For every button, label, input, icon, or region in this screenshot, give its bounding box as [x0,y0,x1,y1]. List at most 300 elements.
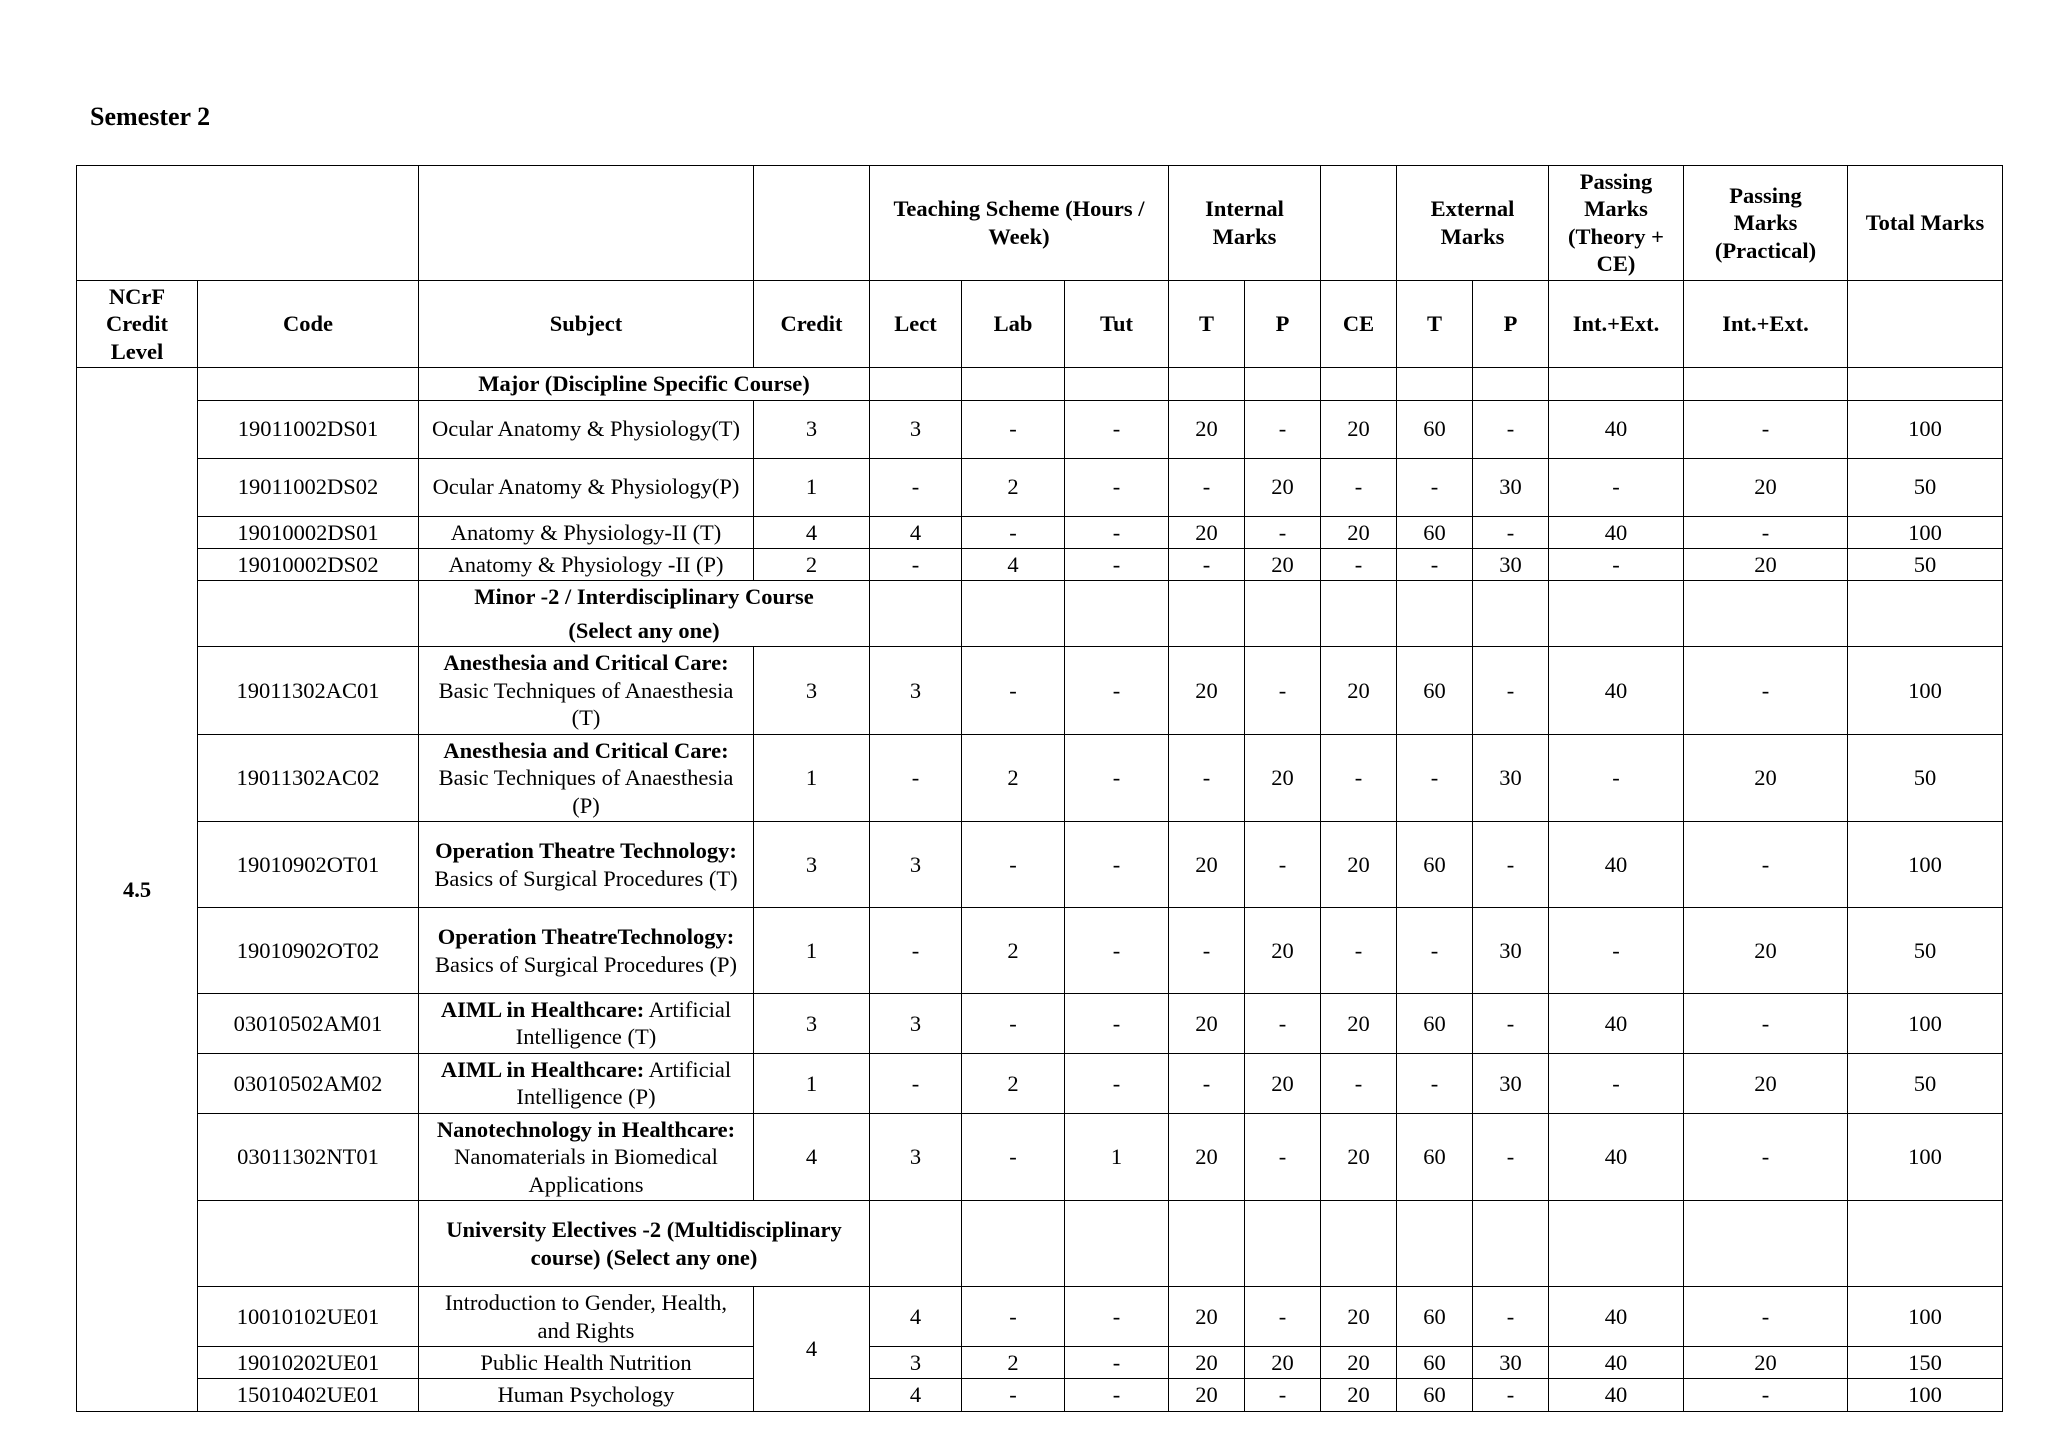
ncrf-level-cell: 4.5 [77,368,198,1412]
course-credit: 4 [754,516,870,548]
course-pass-theory: 40 [1549,1379,1684,1411]
header-empty-cell [419,166,754,281]
course-subject-category: AIML in Healthcare: [440,1056,645,1082]
course-total: 50 [1848,908,2003,994]
empty-cell [870,581,962,647]
header-ncrf-level: NCrF Credit Level [77,280,198,367]
course-int-t: 20 [1169,647,1245,734]
course-ext-t: 60 [1397,1379,1473,1411]
empty-cell [1473,368,1549,400]
course-subject [419,400,754,458]
course-ce: 20 [1321,400,1397,458]
course-int-p: 20 [1245,548,1321,580]
empty-cell [1473,581,1549,647]
course-lect: 3 [870,400,962,458]
empty-cell [962,368,1065,400]
course-subject-category: Operation Theatre Technology: [435,838,737,864]
course-total: 100 [1848,1287,2003,1347]
course-subject-category: Operation TheatreTechnology: [437,924,735,950]
empty-cell [1065,581,1169,647]
course-ce: 20 [1321,1113,1397,1200]
course-lab: - [962,822,1065,908]
course-pass-practical: - [1684,400,1848,458]
course-credit: 4 [754,1113,870,1200]
course-subject-title: Ocular Anatomy & Physiology(P) [432,474,740,500]
course-ext-t: 60 [1397,400,1473,458]
course-credit: 1 [754,734,870,821]
course-lect: 3 [870,647,962,734]
course-tut: - [1065,400,1169,458]
course-pass-theory: - [1549,908,1684,994]
scheme-table [76,165,2003,1412]
course-code: 19010002DS02 [198,548,419,580]
header-internal-t: T [1169,280,1245,367]
empty-cell [1684,368,1848,400]
header-group-row [77,166,2003,281]
course-pass-practical: - [1684,822,1848,908]
section-heading-line: Major (Discipline Specific Course) [478,371,810,397]
course-ext-p: 30 [1473,734,1549,821]
course-total: 100 [1848,822,2003,908]
course-subject [419,516,754,548]
course-int-p: - [1245,516,1321,548]
empty-cell [962,581,1065,647]
course-tut: - [1065,1346,1169,1378]
course-ext-t: - [1397,1053,1473,1113]
course-pass-practical: 20 [1684,458,1848,516]
header-passing-theory: Passing Marks (Theory + CE) [1549,166,1684,281]
course-subject [419,1346,754,1378]
course-row [77,400,2003,458]
course-ce: 20 [1321,994,1397,1054]
empty-cell [1245,1201,1321,1287]
course-pass-theory: - [1549,1053,1684,1113]
course-ext-t: 60 [1397,1113,1473,1200]
course-subject-category: Anesthesia and Critical Care: [443,737,729,763]
course-credit: 3 [754,994,870,1054]
course-pass-theory: 40 [1549,1287,1684,1347]
course-pass-theory: 40 [1549,1346,1684,1378]
course-subject-title: Basic Techniques of Anaesthesia (T) [438,677,734,731]
course-code: 19010902OT01 [198,822,419,908]
course-int-t: 20 [1169,1346,1245,1378]
header-empty-cell [1321,166,1397,281]
course-subject-title: Ocular Anatomy & Physiology(T) [431,416,741,442]
empty-cell [1549,581,1684,647]
course-ext-t: 60 [1397,516,1473,548]
course-pass-theory: 40 [1549,1113,1684,1200]
course-tut: - [1065,548,1169,580]
course-lect: 4 [870,1379,962,1411]
course-code: 19010002DS01 [198,516,419,548]
header-empty-cell [1848,280,2003,367]
course-ext-t: 60 [1397,1346,1473,1378]
course-lect: 4 [870,516,962,548]
course-lect: - [870,908,962,994]
empty-cell [1397,1201,1473,1287]
empty-cell [1397,368,1473,400]
course-total: 100 [1848,647,2003,734]
course-subject [419,1287,754,1347]
course-ext-p: - [1473,647,1549,734]
course-pass-theory: 40 [1549,400,1684,458]
course-subject-title: Introduction to Gender, Health, and Rights [444,1290,728,1343]
section-heading-line: Minor -2 / Interdisciplinary Course [474,584,814,610]
course-int-p: 20 [1245,1346,1321,1378]
course-subject-title: Basic Techniques of Anaesthesia (P) [438,765,734,818]
scheme-table-body [77,166,2003,1412]
course-row [77,1379,2003,1411]
empty-cell [1848,581,2003,647]
course-tut: - [1065,908,1169,994]
course-credit: 4 [754,1287,870,1412]
course-ce: 20 [1321,1287,1397,1347]
course-pass-practical: - [1684,1287,1848,1347]
course-ext-p: - [1473,400,1549,458]
course-pass-theory: 40 [1549,516,1684,548]
course-total: 100 [1848,400,2003,458]
section-heading [419,368,870,400]
header-subject: Subject [419,280,754,367]
course-subject [419,647,754,734]
course-subject-title: Public Health Nutrition [480,1349,692,1375]
course-ce: 20 [1321,822,1397,908]
course-lect: 3 [870,1346,962,1378]
header-code: Code [198,280,419,367]
course-pass-theory: 40 [1549,647,1684,734]
empty-cell [1549,368,1684,400]
course-pass-practical: - [1684,1379,1848,1411]
course-pass-practical: 20 [1684,1053,1848,1113]
course-subject [419,1379,754,1411]
course-ext-p: 30 [1473,908,1549,994]
course-tut: - [1065,994,1169,1054]
course-pass-theory: - [1549,734,1684,821]
course-ext-p: - [1473,1113,1549,1200]
course-code: 10010102UE01 [198,1287,419,1347]
course-lect: - [870,1053,962,1113]
empty-cell [198,368,419,400]
course-tut: - [1065,1287,1169,1347]
section-row [77,1201,2003,1287]
empty-cell [1321,368,1397,400]
page-title: Semester 2 [90,102,211,131]
course-ext-t: - [1397,548,1473,580]
section-heading [419,1201,870,1287]
course-pass-practical: 20 [1684,734,1848,821]
empty-cell [870,368,962,400]
course-ce: 20 [1321,1379,1397,1411]
course-pass-theory: - [1549,548,1684,580]
course-lab: - [962,400,1065,458]
course-row [77,908,2003,994]
course-int-p: 20 [1245,908,1321,994]
section-heading-line: University Electives -2 (Multidisciplinary course) (Select any one) [446,1217,842,1270]
course-int-t: - [1169,908,1245,994]
course-ext-p: - [1473,516,1549,548]
course-int-t: 20 [1169,994,1245,1054]
empty-cell [1169,368,1245,400]
empty-cell [1473,1201,1549,1287]
empty-cell [962,1201,1065,1287]
course-subject-title: Artificial Intelligence (T) [515,997,732,1050]
course-subject [419,908,754,994]
empty-cell [1321,581,1397,647]
header-empty-cell [77,166,419,281]
empty-cell [198,1201,419,1287]
header-lab: Lab [962,280,1065,367]
course-credit: 3 [754,647,870,734]
course-row [77,822,2003,908]
course-ext-p: 30 [1473,458,1549,516]
course-total: 50 [1848,548,2003,580]
course-subject [419,1113,754,1200]
section-heading-line: (Select any one) [568,617,720,643]
course-credit: 1 [754,908,870,994]
course-ext-t: 60 [1397,994,1473,1054]
course-lab: - [962,516,1065,548]
course-int-t: 20 [1169,400,1245,458]
course-ext-t: - [1397,734,1473,821]
course-code: 19011302AC02 [198,734,419,821]
course-ce: - [1321,734,1397,821]
course-ext-p: - [1473,822,1549,908]
course-int-p: - [1245,1379,1321,1411]
course-code: 03010502AM01 [198,994,419,1054]
course-row [77,516,2003,548]
course-ce: - [1321,1053,1397,1113]
empty-cell [1065,368,1169,400]
header-tut: Tut [1065,280,1169,367]
course-subject-title: Anatomy & Physiology-II (T) [450,519,722,545]
course-tut: - [1065,1053,1169,1113]
header-external-marks: External Marks [1397,166,1549,281]
course-int-p: - [1245,1287,1321,1347]
course-lab: - [962,647,1065,734]
course-subject-category: Nanotechnology in Healthcare: [436,1116,736,1142]
course-lect: 3 [870,994,962,1054]
course-lect: - [870,734,962,821]
course-code: 19011302AC01 [198,647,419,734]
empty-cell [1684,1201,1848,1287]
course-int-t: 20 [1169,1379,1245,1411]
course-int-t: 20 [1169,1287,1245,1347]
course-row [77,1053,2003,1113]
course-int-t: - [1169,1053,1245,1113]
header-passing-practical: Passing Marks (Practical) [1684,166,1848,281]
course-row [77,994,2003,1054]
course-subject [419,548,754,580]
course-lab: 2 [962,1053,1065,1113]
course-pass-theory: - [1549,458,1684,516]
course-subject-title: Basics of Surgical Procedures (P) [434,951,738,977]
course-ext-p: - [1473,1379,1549,1411]
empty-cell [1321,1201,1397,1287]
header-internal-p: P [1245,280,1321,367]
course-pass-practical: 20 [1684,908,1848,994]
course-int-t: 20 [1169,1113,1245,1200]
course-ce: 20 [1321,516,1397,548]
course-ce: 20 [1321,647,1397,734]
empty-cell [1245,581,1321,647]
course-ce: - [1321,548,1397,580]
course-ext-t: 60 [1397,822,1473,908]
course-lab: - [962,1287,1065,1347]
header-int-ext-practical: Int.+Ext. [1684,280,1848,367]
course-subject-title: Nanomaterials in Biomedical Applications [454,1144,718,1197]
header-credit: Credit [754,280,870,367]
course-int-t: - [1169,548,1245,580]
course-row [77,647,2003,734]
course-row [77,734,2003,821]
course-subject [419,994,754,1054]
course-pass-practical: - [1684,994,1848,1054]
course-total: 100 [1848,994,2003,1054]
course-lab: 4 [962,548,1065,580]
course-total: 100 [1848,1113,2003,1200]
course-code: 19010202UE01 [198,1346,419,1378]
course-tut: 1 [1065,1113,1169,1200]
course-ext-p: 30 [1473,548,1549,580]
course-int-p: - [1245,994,1321,1054]
course-lab: 2 [962,734,1065,821]
course-int-p: - [1245,647,1321,734]
course-lab: - [962,1379,1065,1411]
course-total: 50 [1848,458,2003,516]
empty-cell [1245,368,1321,400]
course-lab: - [962,1113,1065,1200]
empty-cell [1684,581,1848,647]
course-pass-practical: - [1684,516,1848,548]
course-int-p: 20 [1245,1053,1321,1113]
course-ext-t: - [1397,458,1473,516]
course-code: 15010402UE01 [198,1379,419,1411]
course-tut: - [1065,647,1169,734]
course-pass-theory: 40 [1549,994,1684,1054]
course-credit: 1 [754,1053,870,1113]
header-column-row [77,280,2003,367]
section-row [77,368,2003,400]
course-ext-p: 30 [1473,1053,1549,1113]
empty-cell [1549,1201,1684,1287]
course-subject-title: Basics of Surgical Procedures (T) [434,865,738,891]
course-tut: - [1065,458,1169,516]
course-subject-category: AIML in Healthcare: [440,997,645,1022]
empty-cell [1848,368,2003,400]
course-int-p: - [1245,1113,1321,1200]
course-ce: 20 [1321,1346,1397,1378]
header-internal-marks: Internal Marks [1169,166,1321,281]
empty-cell [870,1201,962,1287]
empty-cell [1169,581,1245,647]
course-int-t: 20 [1169,516,1245,548]
course-subject [419,458,754,516]
empty-cell [198,581,419,647]
course-int-t: 20 [1169,822,1245,908]
course-ce: - [1321,458,1397,516]
course-lect: 4 [870,1287,962,1347]
course-credit: 2 [754,548,870,580]
course-tut: - [1065,734,1169,821]
course-code: 19011002DS01 [198,400,419,458]
course-credit: 3 [754,400,870,458]
course-total: 150 [1848,1346,2003,1378]
course-pass-theory: 40 [1549,822,1684,908]
course-pass-practical: - [1684,1113,1848,1200]
course-pass-practical: 20 [1684,548,1848,580]
course-lab: 2 [962,1346,1065,1378]
course-code: 03011302NT01 [198,1113,419,1200]
course-total: 100 [1848,1379,2003,1411]
course-ext-p: - [1473,1287,1549,1347]
header-teaching-scheme: Teaching Scheme (Hours / Week) [870,166,1169,281]
course-total: 100 [1848,516,2003,548]
course-code: 19011002DS02 [198,458,419,516]
course-row [77,1113,2003,1200]
course-pass-practical: 20 [1684,1346,1848,1378]
course-code: 19010902OT02 [198,908,419,994]
empty-cell [1169,1201,1245,1287]
course-int-t: - [1169,734,1245,821]
course-lect: 3 [870,1113,962,1200]
course-credit: 1 [754,458,870,516]
course-row [77,548,2003,580]
header-external-p: P [1473,280,1549,367]
course-pass-practical: - [1684,647,1848,734]
header-external-t: T [1397,280,1473,367]
course-lect: - [870,458,962,516]
course-ext-t: 60 [1397,1287,1473,1347]
course-int-p: 20 [1245,458,1321,516]
course-subject-title: Anatomy & Physiology -II (P) [448,551,724,577]
course-int-p: - [1245,400,1321,458]
course-subject-category: Anesthesia and Critical Care: [443,650,729,676]
course-ext-p: 30 [1473,1346,1549,1378]
course-total: 50 [1848,1053,2003,1113]
empty-cell [1065,1201,1169,1287]
course-int-p: - [1245,822,1321,908]
course-ext-t: 60 [1397,647,1473,734]
header-int-ext-theory: Int.+Ext. [1549,280,1684,367]
course-int-t: - [1169,458,1245,516]
course-row [77,458,2003,516]
course-subject [419,734,754,821]
course-row [77,1346,2003,1378]
empty-cell [1397,581,1473,647]
course-ext-t: - [1397,908,1473,994]
course-ext-p: - [1473,994,1549,1054]
course-credit: 3 [754,822,870,908]
course-lect: - [870,548,962,580]
course-tut: - [1065,516,1169,548]
course-subject-title: Human Psychology [497,1382,675,1408]
empty-cell [1848,1201,2003,1287]
course-tut: - [1065,1379,1169,1411]
section-heading [419,581,870,647]
course-subject [419,1053,754,1113]
course-lab: 2 [962,458,1065,516]
course-total: 50 [1848,734,2003,821]
header-total-marks: Total Marks [1848,166,2003,281]
course-subject-title: Artificial Intelligence (P) [516,1056,732,1110]
course-tut: - [1065,822,1169,908]
header-ce: CE [1321,280,1397,367]
course-int-p: 20 [1245,734,1321,821]
header-lect: Lect [870,280,962,367]
header-empty-cell [754,166,870,281]
course-subject [419,822,754,908]
course-code: 03010502AM02 [198,1053,419,1113]
